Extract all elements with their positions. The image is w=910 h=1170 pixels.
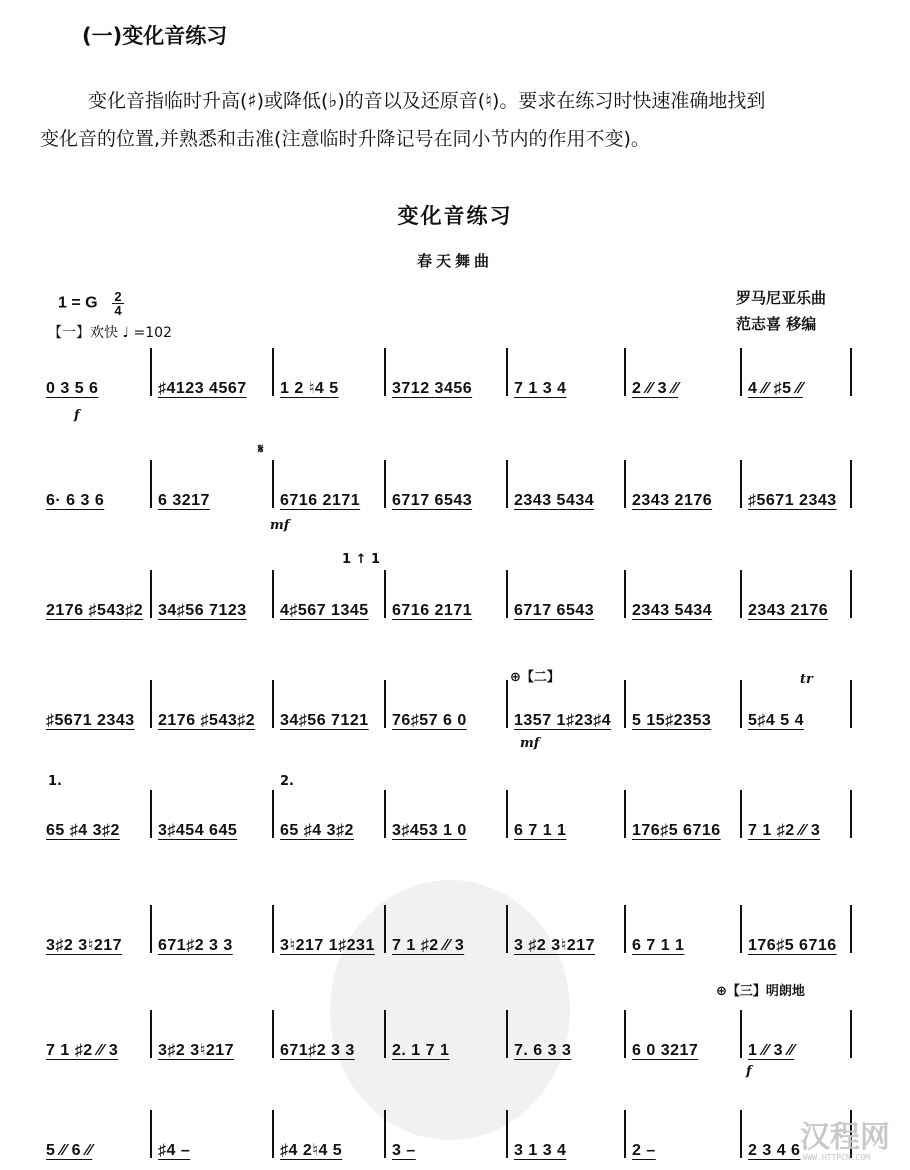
piece-title: 变化音练习 bbox=[397, 204, 513, 228]
measure bbox=[274, 570, 386, 630]
measure bbox=[40, 905, 152, 965]
measure bbox=[40, 570, 152, 630]
measure-notes: ♯4 – bbox=[158, 1142, 191, 1159]
measure bbox=[626, 460, 742, 520]
measure-notes: 2343 2176 bbox=[632, 492, 713, 509]
score-marking: f bbox=[746, 1064, 752, 1079]
score-system bbox=[40, 1110, 852, 1170]
measure-notes: 176♯5 6716 bbox=[748, 937, 837, 954]
measure bbox=[508, 680, 626, 740]
measure-notes: 5 15♯2353 bbox=[632, 712, 712, 729]
measure bbox=[742, 680, 852, 740]
measure bbox=[626, 570, 742, 630]
measure-notes: 7. 6 3 3 bbox=[514, 1042, 572, 1059]
measure-notes: 3♯2 3♮217 bbox=[158, 1042, 235, 1059]
measure-notes: 65 ♯4 3♯2 bbox=[280, 822, 354, 839]
measure bbox=[508, 790, 626, 850]
measure-notes: 3 ♯2 3♮217 bbox=[514, 937, 595, 954]
measure bbox=[386, 570, 508, 630]
measure bbox=[386, 680, 508, 740]
measure-notes: 2 3 4 6 bbox=[748, 1142, 801, 1159]
arranger-credit: 范志喜 移编 bbox=[736, 315, 817, 333]
measure-notes: 2343 5434 bbox=[514, 492, 595, 509]
measure bbox=[274, 460, 386, 520]
measure-notes: 5 ⁄⁄ 6 ⁄⁄ bbox=[46, 1142, 93, 1159]
measure bbox=[386, 790, 508, 850]
measure bbox=[40, 460, 152, 520]
measure bbox=[152, 348, 274, 408]
measure-notes: 2343 5434 bbox=[632, 602, 713, 619]
tempo-marking: 【一】欢快 ♩ =102 bbox=[48, 325, 172, 341]
measure-notes: 6 0 3217 bbox=[632, 1042, 699, 1059]
measure bbox=[40, 1010, 152, 1070]
measure-notes: 1357 1♯23♯4 bbox=[514, 712, 612, 729]
section-heading: (一)变化音练习 bbox=[82, 24, 228, 48]
measure-notes: 3♯454 645 bbox=[158, 822, 238, 839]
measure-notes: 4♯567 1345 bbox=[280, 602, 369, 619]
measure-notes: 65 ♯4 3♯2 bbox=[46, 822, 120, 839]
measure bbox=[274, 348, 386, 408]
barline bbox=[850, 790, 852, 838]
measure bbox=[508, 1110, 626, 1170]
paragraph-line-1: 变化音指临时升高(♯)或降低(♭)的音以及还原音(♮)。要求在练习时快速准确地找到 bbox=[88, 90, 766, 112]
measure-notes: 34♯56 7121 bbox=[280, 712, 369, 729]
measure bbox=[274, 790, 386, 850]
score-system bbox=[40, 984, 852, 1079]
score-marking: 2. bbox=[280, 774, 294, 789]
score-system bbox=[40, 442, 852, 533]
measure bbox=[40, 680, 152, 740]
measure-notes: 6 3217 bbox=[158, 492, 210, 509]
measure-notes: ♯5671 2343 bbox=[748, 492, 837, 509]
measure bbox=[386, 905, 508, 965]
measure-notes: 1 ⁄⁄ 3 ⁄⁄ bbox=[748, 1042, 795, 1059]
score-system bbox=[40, 905, 852, 965]
paragraph-line-2: 变化音的位置,并熟悉和击准(注意临时升降记号在同小节内的作用不变)。 bbox=[40, 128, 650, 150]
score-marking: 1. bbox=[48, 774, 62, 789]
measure-notes: 671♯2 3 3 bbox=[280, 1042, 355, 1059]
measure bbox=[152, 790, 274, 850]
score-system bbox=[40, 774, 852, 850]
score-system bbox=[40, 670, 852, 751]
measure bbox=[626, 905, 742, 965]
measure-notes: 6716 2171 bbox=[392, 602, 473, 619]
measure-notes: 34♯56 7123 bbox=[158, 602, 247, 619]
barline bbox=[850, 460, 852, 508]
measure bbox=[274, 905, 386, 965]
origin-credit: 罗马尼亚乐曲 bbox=[736, 289, 827, 307]
measure-notes: 3 – bbox=[392, 1142, 416, 1159]
measure bbox=[742, 570, 852, 630]
measure bbox=[626, 680, 742, 740]
score-marking: ⊕【三】明朗地 bbox=[716, 984, 805, 999]
barline bbox=[850, 570, 852, 618]
key-signature bbox=[58, 290, 124, 317]
score-marking: 1 ↑ 1 bbox=[342, 552, 381, 567]
measure bbox=[152, 905, 274, 965]
measure bbox=[742, 905, 852, 965]
measure bbox=[508, 348, 626, 408]
measure bbox=[508, 905, 626, 965]
measure-notes: 176♯5 6716 bbox=[632, 822, 721, 839]
score-system bbox=[40, 348, 852, 423]
measure-notes: 7 1 3 4 bbox=[514, 380, 567, 397]
measure bbox=[274, 680, 386, 740]
measure-notes: 1 2 ♮4 5 bbox=[280, 380, 339, 397]
measure bbox=[274, 1010, 386, 1070]
measure bbox=[626, 1110, 742, 1170]
measure-notes: 2176 ♯543♯2 bbox=[46, 602, 144, 619]
score-marking: tr bbox=[800, 672, 813, 687]
measure-notes: 6 7 1 1 bbox=[632, 937, 685, 954]
measure-notes: 6716 2171 bbox=[280, 492, 361, 509]
measure-notes: 2176 ♯543♯2 bbox=[158, 712, 256, 729]
time-top: 2 bbox=[114, 289, 122, 304]
measure bbox=[386, 1110, 508, 1170]
measure bbox=[742, 460, 852, 520]
measure-notes: 3♯2 3♮217 bbox=[46, 937, 123, 954]
measure-notes: 5♯4 5 4 bbox=[748, 712, 804, 729]
time-signature bbox=[112, 290, 124, 317]
measure bbox=[152, 1010, 274, 1070]
measure bbox=[626, 790, 742, 850]
measure-notes: 7 1 ♯2 ⁄⁄ 3 bbox=[392, 937, 465, 954]
measure-notes: 3♮217 1♯231 bbox=[280, 937, 375, 954]
measure-notes: 2 – bbox=[632, 1142, 656, 1159]
score-marking: 𝄋 bbox=[258, 442, 264, 457]
score-system bbox=[40, 552, 852, 630]
measure bbox=[386, 1010, 508, 1070]
measure bbox=[626, 348, 742, 408]
measure-notes: 6 7 1 1 bbox=[514, 822, 567, 839]
measure bbox=[742, 1010, 852, 1070]
measure-notes: 0 3 5 6 bbox=[46, 380, 99, 397]
measure bbox=[386, 460, 508, 520]
measure bbox=[152, 570, 274, 630]
measure-notes: 6· 6 3 6 bbox=[46, 492, 105, 509]
measure-notes: 4 ⁄⁄ ♯5 ⁄⁄ bbox=[748, 380, 803, 397]
measure-notes: ♯4123 4567 bbox=[158, 380, 247, 397]
measure bbox=[742, 790, 852, 850]
watermark-logo: 汉程网 bbox=[800, 1120, 890, 1155]
measure-notes: ♯5671 2343 bbox=[46, 712, 135, 729]
measure bbox=[152, 1110, 274, 1170]
score-marking: mf bbox=[270, 518, 290, 533]
measure-notes: 7 1 ♯2 ⁄⁄ 3 bbox=[46, 1042, 119, 1059]
measure bbox=[40, 1110, 152, 1170]
score-marking: mf bbox=[520, 736, 540, 751]
measure bbox=[626, 1010, 742, 1070]
measure bbox=[152, 680, 274, 740]
measure bbox=[508, 460, 626, 520]
score-marking: f bbox=[74, 408, 80, 423]
barline bbox=[850, 680, 852, 728]
measure-notes: 2 ⁄⁄ 3 ⁄⁄ bbox=[632, 380, 679, 397]
measure-notes: 7 1 ♯2 ⁄⁄ 3 bbox=[748, 822, 821, 839]
measure-notes: 6717 6543 bbox=[392, 492, 473, 509]
measure-notes: 3712 3456 bbox=[392, 380, 473, 397]
measure-notes: 2343 2176 bbox=[748, 602, 829, 619]
measure bbox=[508, 1010, 626, 1070]
barline bbox=[850, 1010, 852, 1058]
piece-subtitle: 春天舞曲 bbox=[416, 252, 493, 270]
measure bbox=[386, 348, 508, 408]
measure-notes: 3♯453 1 0 bbox=[392, 822, 467, 839]
barline bbox=[850, 905, 852, 953]
measure bbox=[40, 348, 152, 408]
measure-notes: 671♯2 3 3 bbox=[158, 937, 233, 954]
measure-notes: 2. 1 7 1 bbox=[392, 1042, 450, 1059]
measure-notes: 3 1 3 4 bbox=[514, 1142, 567, 1159]
time-bottom: 4 bbox=[114, 303, 122, 318]
measure bbox=[274, 1110, 386, 1170]
measure-notes: 6717 6543 bbox=[514, 602, 595, 619]
measure bbox=[40, 790, 152, 850]
measure-notes: 76♯57 6 0 bbox=[392, 712, 467, 729]
key-label: 1 = G bbox=[58, 294, 98, 312]
measure bbox=[152, 460, 274, 520]
measure bbox=[508, 570, 626, 630]
measure-notes: ♯4 2♮4 5 bbox=[280, 1142, 343, 1159]
score-marking: ⊕【二】 bbox=[510, 670, 560, 685]
measure bbox=[742, 348, 852, 408]
watermark-url: WWW.HTTPCN.COM bbox=[802, 1153, 870, 1162]
barline bbox=[850, 348, 852, 396]
